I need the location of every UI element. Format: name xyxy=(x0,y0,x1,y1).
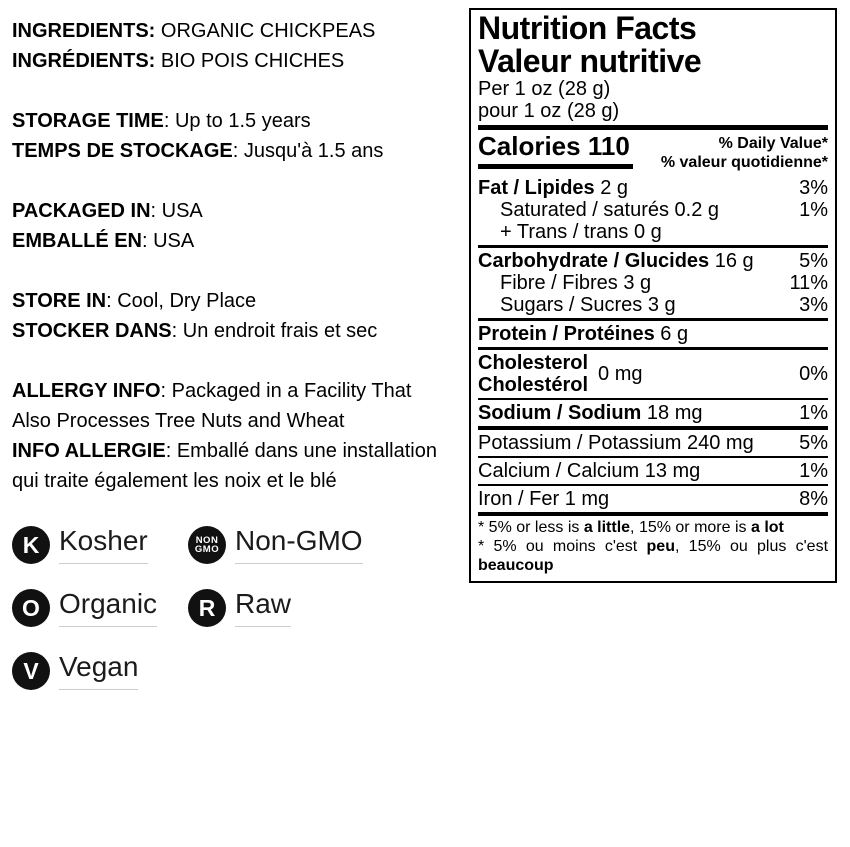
badge-organic-label: Organic xyxy=(59,589,157,627)
product-info-column xyxy=(12,16,474,690)
allergy-line-4 xyxy=(12,466,474,496)
packaged-in-line-en xyxy=(12,196,474,226)
allergy-value-en-2: Also Processes Tree Nuts and Wheat xyxy=(12,410,345,432)
allergy-line-3 xyxy=(12,436,474,466)
nutrition-facts-title-fr: Valeur nutritive xyxy=(478,43,702,79)
certification-badges xyxy=(12,526,474,690)
nutrition-facts-title-en: Nutrition Facts xyxy=(478,10,697,46)
packaged-in-label-fr: EMBALLÉ EN xyxy=(12,230,142,252)
non-gmo-icon: NON GMO xyxy=(188,526,226,564)
calcium-daily-value: 1% xyxy=(799,460,828,482)
ingredients-label-fr: INGRÉDIENTS: xyxy=(12,50,156,72)
packaged-in-value-en: : USA xyxy=(150,200,203,222)
allergy-line-1 xyxy=(12,376,474,406)
storage-time-line-fr xyxy=(12,136,474,166)
sugars-daily-value: 3% xyxy=(799,294,828,316)
organic-icon: O xyxy=(12,589,50,627)
divider-thick xyxy=(478,512,828,516)
sodium-daily-value: 1% xyxy=(799,402,828,424)
store-in-value-en: : Cool, Dry Place xyxy=(106,290,257,312)
allergy-value-fr-1: : Emballé dans une installation xyxy=(165,440,437,462)
footnote-en: * 5% or less is a little, 15% or more is a lot xyxy=(478,519,784,536)
allergy-value-fr-2: qui traite également les noix et le blé xyxy=(12,470,337,492)
nutrient-row-iron: Iron / Fer 1 mg 8% xyxy=(478,488,828,510)
badge-kosher xyxy=(12,526,188,564)
nutrient-row-fat: Fat / Lipides 2 g 3% xyxy=(478,177,828,199)
badge-raw xyxy=(188,589,474,627)
calories-value: Calories 110 xyxy=(478,132,633,169)
fibre-daily-value: 11% xyxy=(789,272,828,294)
ingredients-line-fr xyxy=(12,46,474,76)
allergy-line-2 xyxy=(12,406,474,436)
divider xyxy=(478,398,828,400)
store-in-block xyxy=(12,286,474,346)
ingredients-label-en: INGREDIENTS: xyxy=(12,20,156,42)
calories-row xyxy=(478,132,828,172)
iron-daily-value: 8% xyxy=(799,488,828,510)
divider xyxy=(478,456,828,458)
badge-kosher-label: Kosher xyxy=(59,526,148,564)
storage-time-value-en: : Up to 1.5 years xyxy=(163,110,311,132)
ingredients-value-en: ORGANIC CHICKPEAS xyxy=(155,20,376,42)
allergy-label-fr: INFO ALLERGIE xyxy=(12,440,166,462)
divider-thick xyxy=(478,426,828,430)
divider xyxy=(478,318,828,321)
ingredients-value-fr: BIO POIS CHICHES xyxy=(155,50,345,72)
storage-time-label-en: STORAGE TIME xyxy=(12,110,164,132)
packaged-in-line-fr xyxy=(12,226,474,256)
nutrient-row-fibre: Fibre / Fibres 3 g 11% xyxy=(500,272,828,294)
nutrient-row-calcium: Calcium / Calcium 13 mg 1% xyxy=(478,460,828,482)
nutrient-row-potassium: Potassium / Potassium 240 mg 5% xyxy=(478,432,828,454)
footnote-fr: * 5% ou moins c'est peu, 15% ou plus c'est beaucoup xyxy=(478,538,829,574)
store-in-value-fr: : Un endroit frais et sec xyxy=(171,320,378,342)
packaged-in-block xyxy=(12,196,474,256)
badge-non-gmo xyxy=(188,526,474,564)
nutrient-row-carbohydrate: Carbohydrate / Glucides 16 g 5% xyxy=(478,250,828,272)
badge-vegan-label: Vegan xyxy=(59,652,138,690)
nutrient-row-saturated: Saturated / saturés 0.2 g 1% xyxy=(500,199,828,221)
storage-time-value-fr: : Jusqu'à 1.5 ans xyxy=(232,140,384,162)
ingredients-block xyxy=(12,16,474,76)
saturated-daily-value: 1% xyxy=(799,199,828,221)
kosher-icon: K xyxy=(12,526,50,564)
badge-non-gmo-label: Non-GMO xyxy=(235,526,363,564)
badge-vegan xyxy=(12,652,188,690)
badge-raw-label: Raw xyxy=(235,589,291,627)
nutrition-facts-panel xyxy=(469,8,837,583)
packaged-in-value-fr: : USA xyxy=(142,230,195,252)
allergy-value-en-1: : Packaged in a Facility That xyxy=(160,380,412,402)
packaged-in-label-en: PACKAGED IN xyxy=(12,200,151,222)
potassium-daily-value: 5% xyxy=(799,432,828,454)
allergy-label-en: ALLERGY INFO xyxy=(12,380,161,402)
cholesterol-daily-value: 0% xyxy=(799,363,828,385)
vegan-icon: V xyxy=(12,652,50,690)
serving-size-fr: pour 1 oz (28 g) xyxy=(478,100,620,122)
storage-time-block xyxy=(12,106,474,166)
divider xyxy=(478,484,828,486)
nutrient-row-protein: Protein / Protéines 6 g xyxy=(478,323,689,345)
daily-value-header: % Daily Value* % valeur quotidienne* xyxy=(660,135,828,171)
allergy-info-block xyxy=(12,376,474,496)
nutrient-row-sodium: Sodium / Sodium 18 mg 1% xyxy=(478,402,828,424)
nutrient-row-sugars: Sugars / Sucres 3 g 3% xyxy=(500,294,828,316)
storage-time-label-fr: TEMPS DE STOCKAGE xyxy=(12,140,233,162)
store-in-line-en xyxy=(12,286,474,316)
store-in-label-en: STORE IN xyxy=(12,290,107,312)
store-in-label-fr: STOCKER DANS xyxy=(12,320,172,342)
divider xyxy=(478,245,828,248)
fat-daily-value: 3% xyxy=(799,177,828,199)
divider-thick xyxy=(478,125,828,130)
nutrient-row-cholesterol: Cholesterol Cholestérol 0 mg 0% xyxy=(478,352,828,396)
storage-time-line-en xyxy=(12,106,474,136)
store-in-line-fr xyxy=(12,316,474,346)
carbohydrate-daily-value: 5% xyxy=(799,250,828,272)
serving-size-en: Per 1 oz (28 g) xyxy=(478,78,611,100)
nutrient-row-trans: + Trans / trans 0 g xyxy=(500,221,662,243)
badge-organic xyxy=(12,589,188,627)
raw-icon: R xyxy=(188,589,226,627)
divider xyxy=(478,347,828,350)
ingredients-line-en xyxy=(12,16,474,46)
